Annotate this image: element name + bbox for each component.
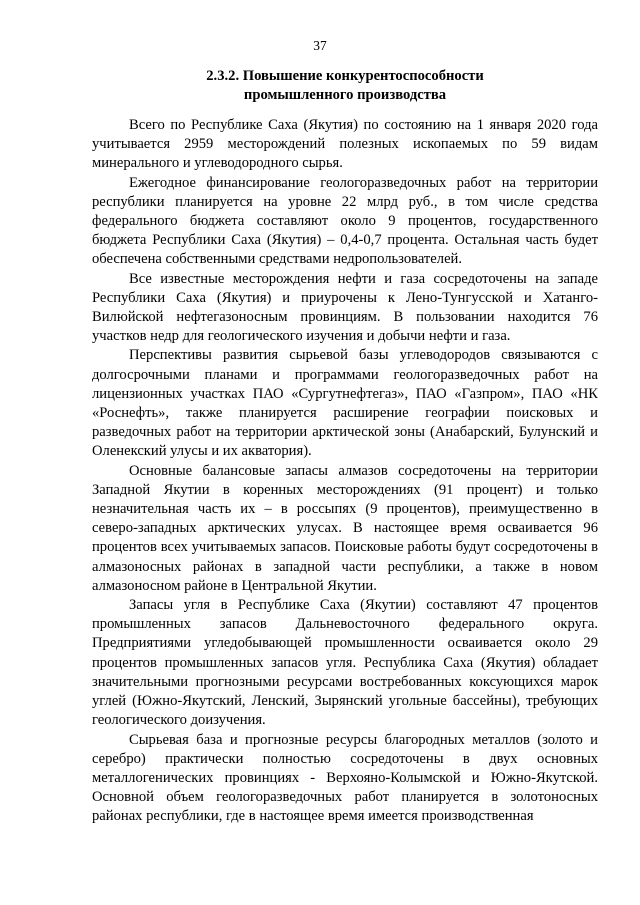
page-number: 37 [313,38,327,53]
body-text [92,116,598,827]
paragraph: Всего по Республике Саха (Якутия) по состоянию на 1 января 2020 года учитывается 2959 месторождений полезных ископаемых по 59 видам минерального и углеводородного сырья. [92,117,598,172]
paragraph: Сырьевая база и прогнозные ресурсы благородных металлов (золото и серебро) практически полностью сосредоточены в двух основных металлогенических провинциях - Верхояно-Колымской и Южно-Якутской. Основной объем геологоразведочных работ планируется в золотоносных районах республики, где в настоящее время имеется производственная [92,731,598,825]
paragraph: Основные балансовые запасы алмазов сосредоточены на территории Западной Якутии в коренных месторождениях (91 процент) и только незначительная часть их – в россыпях (9 процентов), преимущественно в северо-западных арктических улусах. В настоящее время осваивается 96 процентов всех учитываемых запасов. Поисковые работы будут сосредоточены в алмазоносных районах в западной части республики, а также в новом алмазоносном районе в Центральной Якутии. [92,462,598,594]
section-heading-line-2: промышленного производства [243,87,447,103]
section-heading-line-1: 2.3.2. Повышение конкурентоспособности [206,68,484,84]
paragraph: Все известные месторождения нефти и газа сосредоточены на западе Республики Саха (Якутия) и приурочены к Лено-Тунгусской и Хатанго-Вилюйской нефтегазоносным провинциям. В пользовании находится 76 участков недр для геологического изучения и добычи нефти и газа. [92,270,598,345]
paragraph: Перспективы развития сырьевой базы углеводородов связываются с долгосрочными планами и программами геологоразведочных работ на лицензионных участках ПАО «Сургутнефтегаз», ПАО «Газпром», ПАО «НК «Роснефть», также планируется расширение географии поисковых и разведочных работ на территории арктической зоны (Анабарский, Булунский и Оленекский улусы и их акватория). [92,347,598,460]
section-heading [92,67,598,105]
paragraph: Запасы угля в Республике Саха (Якутии) составляют 47 процентов промышленных запасов Дальневосточного федерального округа. Предприятиями угледобывающей промышленности осваивается около 29 процентов промышленных запасов угля. Республика Саха (Якутия) обладает значительными прогнозными ресурсами востребованных коксующихся марок углей (Южно-Якутский, Ленский, Зырянский угольные бассейны), требующих геологического доизучения. [92,597,598,729]
paragraph: Ежегодное финансирование геологоразведочных работ на территории республики планируется на уровне 22 млрд руб., в том числе средства федерального бюджета составляют около 9 процентов, государственного бюджета Республики Саха (Якутия) – 0,4-0,7 процента. Остальная часть будет обеспечена собственными средствами недропользователей. [92,174,598,268]
